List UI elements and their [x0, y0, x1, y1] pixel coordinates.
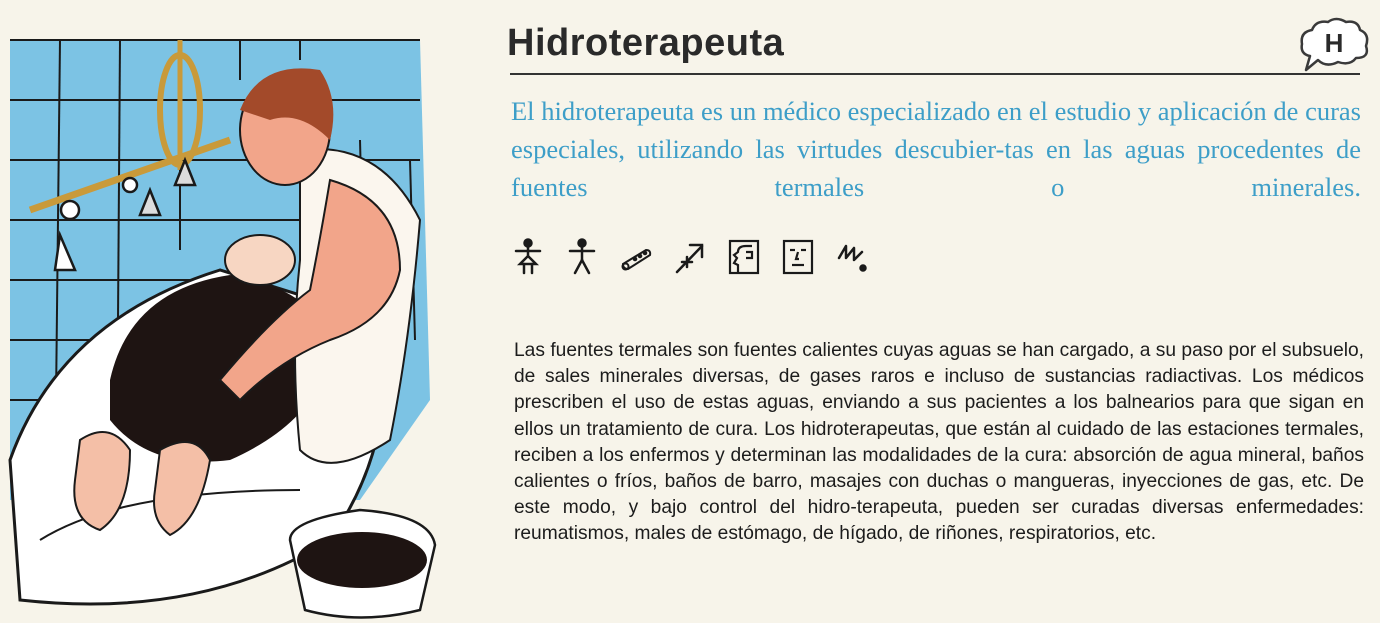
woman-figure-icon	[512, 238, 544, 276]
page-title: Hidroterapeuta	[507, 22, 785, 64]
face-frame-icon	[782, 238, 814, 276]
arrow-up-right-icon	[674, 238, 706, 276]
body-paragraph: Las fuentes termales son fuentes calientes cuyas aguas se han cargado, a su paso por el subsuelo, de sales minerales diversas, de gases raros e incluso de sustancias radiactivas. Los médicos prescriben el uso de estas aguas, enviando a sus pacientes a los balnearios para que sigan en ellos un tratamiento de cura. Los hidroterapeutas, que están al cuidado de las estaciones termales, reciben a los enfermos y determinan las modalidades de la cura: absorción de agua mineral, baños calientes o fríos, baños de barro, masajes con duchas o mangueras, inyecciones de gas, etc. De este modo, y bajo control del hidro-terapeuta, pueden ser curadas diversas enfermedades: reumatismos, males de estómago, de hígado, de riñones, respiratorios, etc.	[514, 340, 1364, 545]
man-figure-icon	[566, 238, 598, 276]
intro-paragraph: El hidroterapeuta es un médico especializado en el estudio y aplicación de curas especiales, utilizando las virtudes descubier-tas en las aguas procedentes de fuentes termales o minerales.	[511, 96, 1361, 202]
logo-letter: H	[1324, 28, 1344, 58]
head-profile-icon	[728, 238, 760, 276]
hydrotherapy-illustration	[0, 20, 470, 620]
mud-bucket	[290, 510, 435, 618]
symbol-icons-row	[512, 238, 868, 276]
zigzag-icon	[836, 238, 868, 276]
h-cloud-logo	[1296, 16, 1372, 72]
title-divider	[510, 73, 1360, 75]
diploma-scroll-icon	[620, 238, 652, 276]
